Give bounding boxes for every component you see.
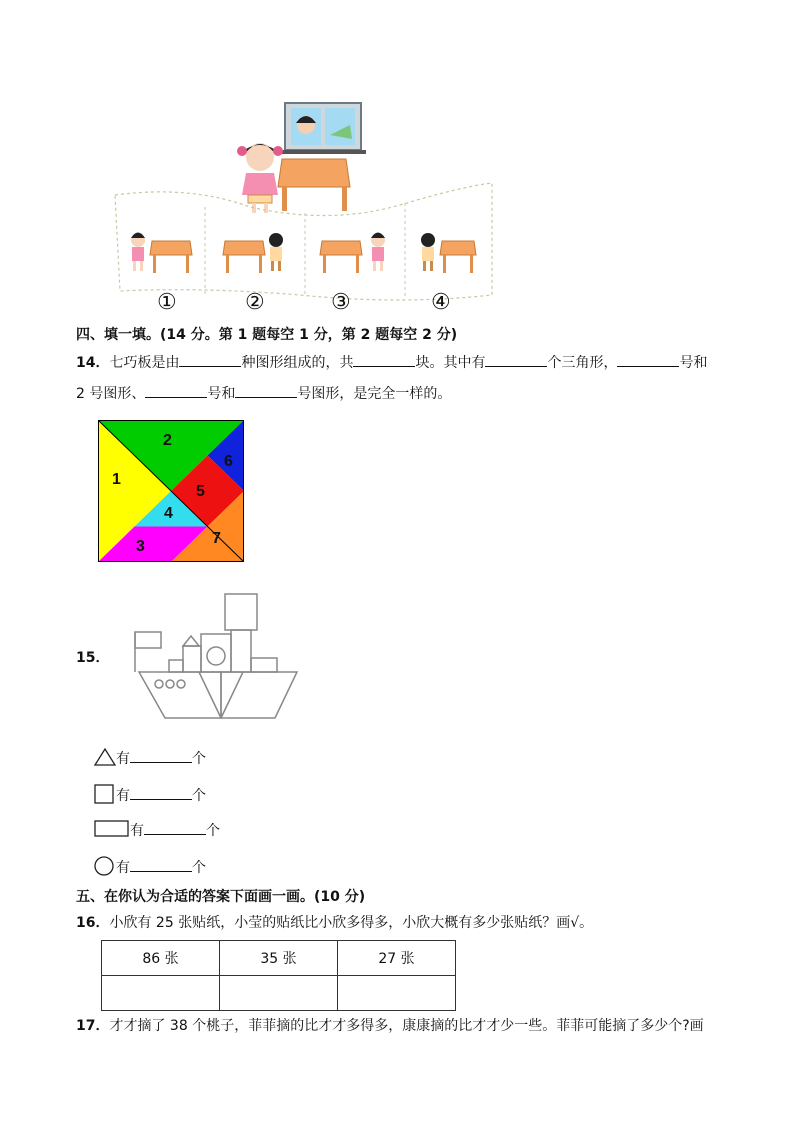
rectangle-icon [94, 820, 130, 838]
q15-blank-circle[interactable] [130, 857, 192, 872]
q14-text-e: 号和 [679, 355, 708, 371]
tangram-label-7: 7 [212, 530, 221, 547]
position-label-4: ④ [431, 290, 451, 315]
q16-option-3: 27 张 [338, 941, 456, 976]
tangram-label-3: 3 [136, 538, 145, 555]
question-15-number: 15． [76, 650, 110, 666]
q16-options-row [102, 941, 456, 976]
q15-row3-post: 个 [206, 823, 220, 839]
q15-row4-pre: 有 [116, 860, 130, 876]
view-1-illustration [131, 233, 192, 274]
circle-icon [94, 856, 116, 876]
view-2-illustration [223, 233, 283, 273]
q14-line2-b: 号和 [207, 386, 236, 402]
question-17-text: 才才摘了 38 个桃子，菲菲摘的比才才多得多，康康摘的比才才少一些。菲菲可能摘了多少个?画 [109, 1018, 704, 1034]
tangram-figure [98, 420, 244, 562]
position-label-1: ① [157, 290, 177, 315]
window-illustration [280, 103, 366, 154]
q15-row2-post: 个 [192, 788, 206, 804]
question-16 [76, 913, 593, 933]
observation-scene-illustration [100, 95, 520, 320]
q15-blank-square[interactable] [130, 785, 192, 800]
q14-text-c: 块。其中有 [415, 355, 486, 371]
q15-row1-post: 个 [192, 751, 206, 767]
q15-row-circle [94, 856, 206, 878]
question-17 [76, 1016, 704, 1036]
q14-text-a: 七巧板是由 [109, 355, 180, 371]
q14-text-b: 种图形组成的，共 [241, 355, 354, 371]
q16-options-table [101, 940, 456, 1011]
q15-row3-pre: 有 [130, 823, 144, 839]
q14-blank-5[interactable] [145, 383, 207, 398]
q15-row-triangle [94, 748, 206, 769]
position-label-3: ③ [331, 290, 351, 315]
q16-option-2: 35 张 [220, 941, 338, 976]
q15-blank-rectangle[interactable] [144, 820, 206, 835]
q14-line2-c: 号图形，是完全一样的。 [297, 386, 452, 402]
q14-blank-4[interactable] [617, 352, 679, 367]
view-4-illustration [421, 233, 476, 273]
q15-row-square [94, 784, 206, 806]
q14-text-d: 个三角形， [547, 355, 618, 371]
tangram-label-2: 2 [163, 432, 172, 449]
q16-answer-row [102, 976, 456, 1011]
tangram-label-5: 5 [196, 483, 205, 500]
q15-row-rectangle [94, 820, 220, 841]
q15-blank-triangle[interactable] [130, 748, 192, 763]
tangram-label-6: 6 [224, 453, 233, 470]
q14-blank-2[interactable] [353, 352, 415, 367]
q15-row4-post: 个 [192, 860, 206, 876]
q14-blank-6[interactable] [235, 383, 297, 398]
q16-answer-cell-1[interactable] [102, 976, 220, 1011]
section-5-heading: 五、在你认为合适的答案下面画一画。(10 分) [76, 889, 366, 905]
q16-answer-cell-2[interactable] [220, 976, 338, 1011]
q14-blank-3[interactable] [485, 352, 547, 367]
question-17-number: 17． [76, 1018, 110, 1034]
big-table-illustration [278, 159, 350, 211]
square-icon [94, 784, 116, 804]
q15-row1-pre: 有 [116, 751, 130, 767]
position-label-2: ② [245, 290, 265, 315]
q14-line2-a: 2 号图形、 [76, 386, 146, 402]
triangle-icon [94, 748, 116, 766]
section-4-heading: 四、填一填。(14 分。第 1 题每空 1 分，第 2 题每空 2 分) [76, 327, 458, 343]
question-14-line-2 [76, 383, 451, 404]
question-14-number: 14． [76, 355, 110, 371]
ship-figure [125, 590, 300, 722]
q16-answer-cell-3[interactable] [338, 976, 456, 1011]
question-16-number: 16． [76, 915, 110, 931]
girl-on-chair-illustration [237, 143, 283, 213]
tangram-label-4: 4 [164, 505, 173, 522]
question-16-text: 小欣有 25 张贴纸，小莹的贴纸比小欣多得多，小欣大概有多少张贴纸？画√。 [109, 915, 594, 931]
view-3-illustration [320, 233, 385, 274]
q15-row2-pre: 有 [116, 788, 130, 804]
q14-blank-1[interactable] [179, 352, 241, 367]
q16-option-1: 86 张 [102, 941, 220, 976]
tangram-label-1: 1 [112, 471, 121, 488]
question-14-line-1 [76, 352, 707, 373]
